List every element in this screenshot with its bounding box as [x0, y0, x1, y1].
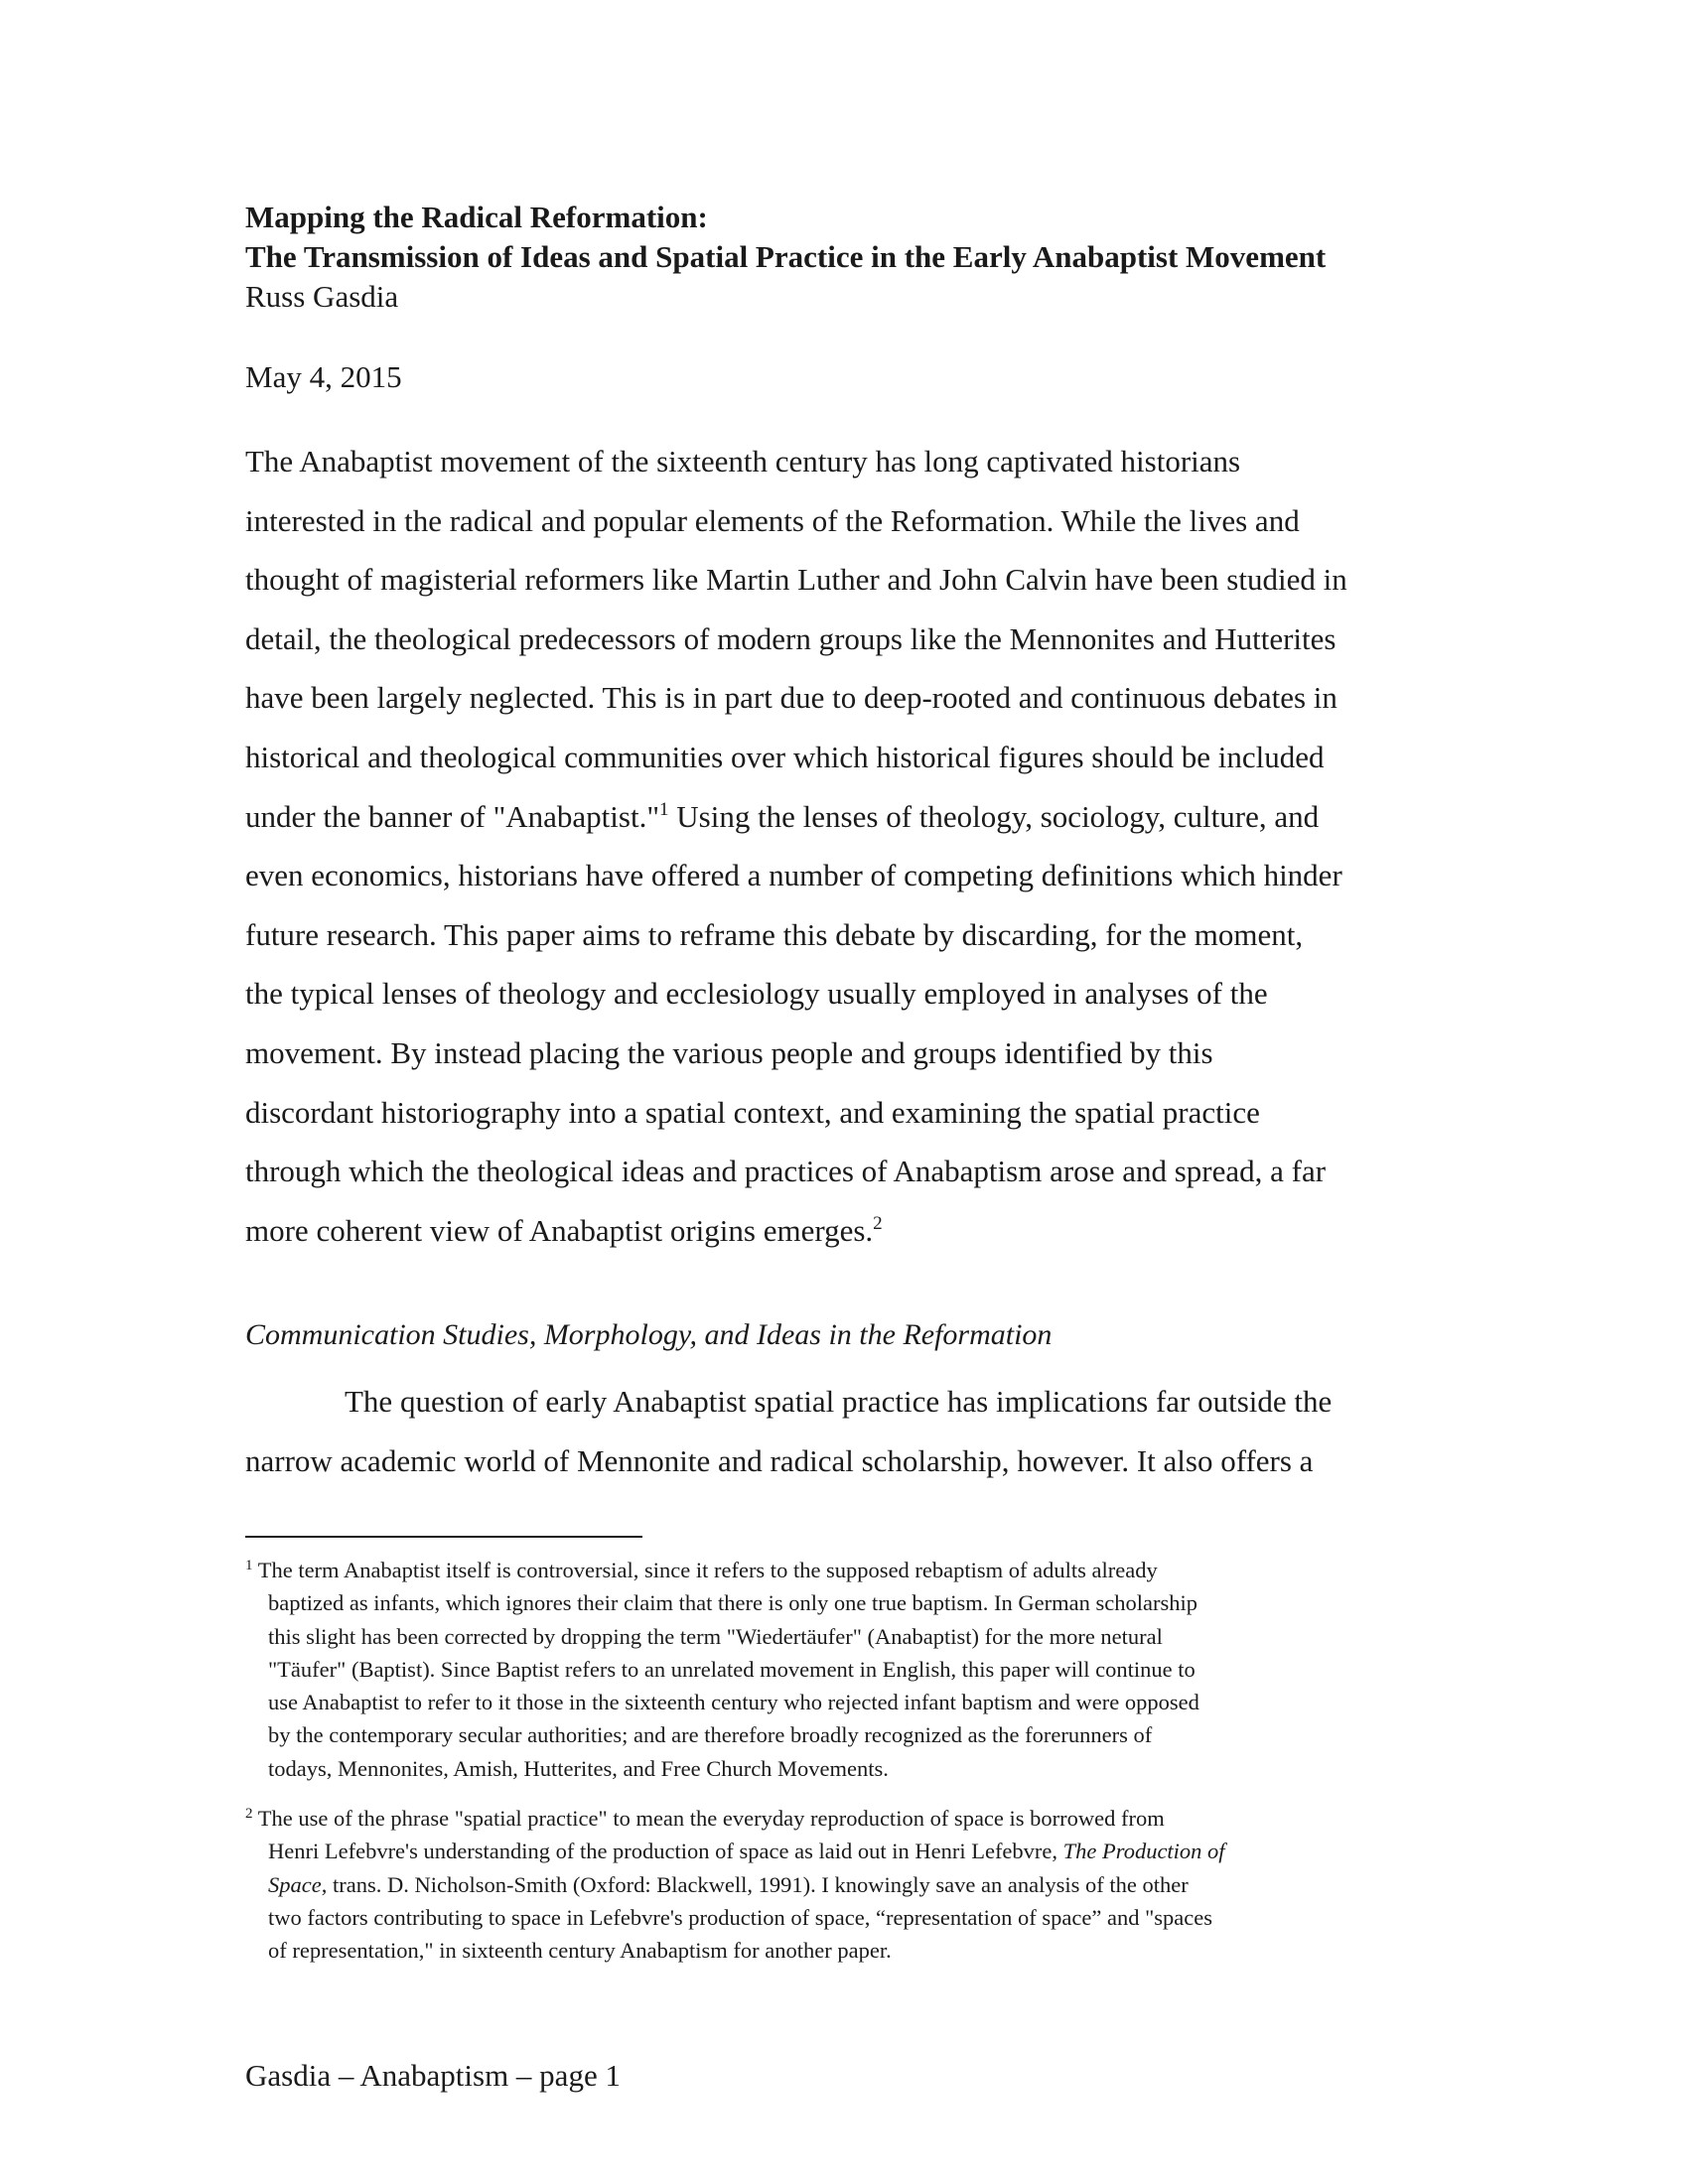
footnote-line: todays, Mennonites, Amish, Hutterites, and Free Church Movements.	[268, 1755, 889, 1781]
footnote-line: baptized as infants, which ignores their claim that there is only one true baptism. In German scholarship	[268, 1590, 1197, 1616]
footnote-line	[245, 1868, 1486, 1901]
paragraph-line: The question of early Anabaptist spatial practice has implications far outside the	[345, 1384, 1333, 1419]
date: May 4, 2015	[245, 359, 402, 394]
footnote-line: "Täufer" (Baptist). Since Baptist refers to an unrelated movement in English, this paper will continue to	[268, 1656, 1196, 1682]
paragraph-line: the typical lenses of theology and ecclesiology usually employed in analyses of the	[245, 976, 1268, 1012]
line-text: Henri Lefebvre's understanding of the production of space as laid out in Henri Lefebvre,	[268, 1839, 1063, 1864]
footnote-line: this slight has been corrected by dropping the term "Wiedertäufer" (Anabaptist) for the more netural	[268, 1623, 1163, 1649]
section-paragraph	[245, 1372, 1447, 1490]
footnotes	[245, 1554, 1486, 1968]
paragraph-line: The Anabaptist movement of the sixteenth century has long captivated historians	[245, 444, 1241, 478]
footnote-separator	[245, 1536, 642, 1538]
footnote-line: of representation," in sixteenth century Anabaptism for another paper.	[268, 1938, 892, 1964]
book-title: The Production of	[1062, 1839, 1225, 1864]
paragraph-line: thought of magisterial reformers like Martin Luther and John Calvin have been studied in	[245, 562, 1347, 598]
section-heading: Communication Studies, Morphology, and Ideas in the Reformation	[245, 1318, 1053, 1351]
paragraph-line: interested in the radical and popular elements of the Reformation. While the lives and	[245, 502, 1300, 538]
paragraph-line	[245, 1201, 1447, 1261]
footnote-line: use Anabaptist to refer to it those in the sixteenth century who rejected infant baptism and were opposed	[268, 1690, 1199, 1715]
footnote-number: 2	[245, 1806, 253, 1823]
footnote-1	[245, 1554, 1486, 1785]
footnote-line: two factors contributing to space in Lefebvre's production of space, “representation of space” and "spaces	[268, 1904, 1212, 1930]
paragraph-line: narrow academic world of Mennonite and radical scholarship, however. It also offers a	[245, 1442, 1314, 1478]
paragraph-line: detail, the theological predecessors of modern groups like the Mennonites and Hutterites	[245, 620, 1336, 656]
paragraph-line	[245, 787, 1447, 847]
line-text: under the banner of "Anabaptist."	[245, 798, 659, 834]
footnote-ref-2[interactable]: 2	[873, 1212, 883, 1234]
line-text: more coherent view of Anabaptist origins emerges.	[245, 1212, 874, 1248]
line-text: The term Anabaptist itself is controversial, since it refers to the supposed rebaptism of adults already	[252, 1558, 1158, 1582]
title-line-2: The Transmission of Ideas and Spatial Practice in the Early Anabaptist Movement	[245, 239, 1327, 274]
author: Russ Gasdia	[245, 279, 399, 314]
paragraph-line: have been largely neglected. This is in part due to deep-rooted and continuous debates in	[245, 680, 1337, 716]
title-block	[245, 198, 1486, 317]
footnote-line	[245, 1802, 1486, 1835]
paragraph-line: historical and theological communities over which historical figures should be included	[245, 739, 1325, 774]
intro-paragraph	[245, 432, 1447, 1260]
footnote-2	[245, 1802, 1486, 1967]
footnote-line	[245, 1554, 1486, 1586]
paragraph-line: through which the theological ideas and practices of Anabaptism arose and spread, a far	[245, 1154, 1327, 1189]
paragraph-line: discordant historiography into a spatial context, and examining the spatial practice	[245, 1094, 1260, 1130]
book-title: Space	[268, 1871, 322, 1897]
line-text: Using the lenses of theology, sociology, culture, and	[668, 798, 1320, 834]
footnote-line: by the contemporary secular authorities; and are therefore broadly recognized as the forerunners of	[268, 1722, 1153, 1748]
title-line-1: Mapping the Radical Reformation:	[245, 200, 708, 234]
footnote-ref-1[interactable]: 1	[659, 798, 669, 820]
line-text: The use of the phrase "spatial practice" to mean the everyday reproduction of space is borrowed from	[252, 1806, 1165, 1832]
line-text: , trans. D. Nicholson-Smith (Oxford: Blackwell, 1991). I knowingly save an analysis of the other	[321, 1871, 1189, 1897]
paragraph-line: movement. By instead placing the various people and groups identified by this	[245, 1034, 1213, 1070]
page-footer: Gasdia – Anabaptism – page 1	[245, 2058, 621, 2093]
paragraph-line: even economics, historians have offered a number of competing definitions which hinder	[245, 858, 1342, 893]
footnote-number: 1	[245, 1558, 253, 1573]
footnote-line	[245, 1835, 1486, 1867]
paragraph-line: future research. This paper aims to reframe this debate by discarding, for the moment,	[245, 916, 1304, 952]
